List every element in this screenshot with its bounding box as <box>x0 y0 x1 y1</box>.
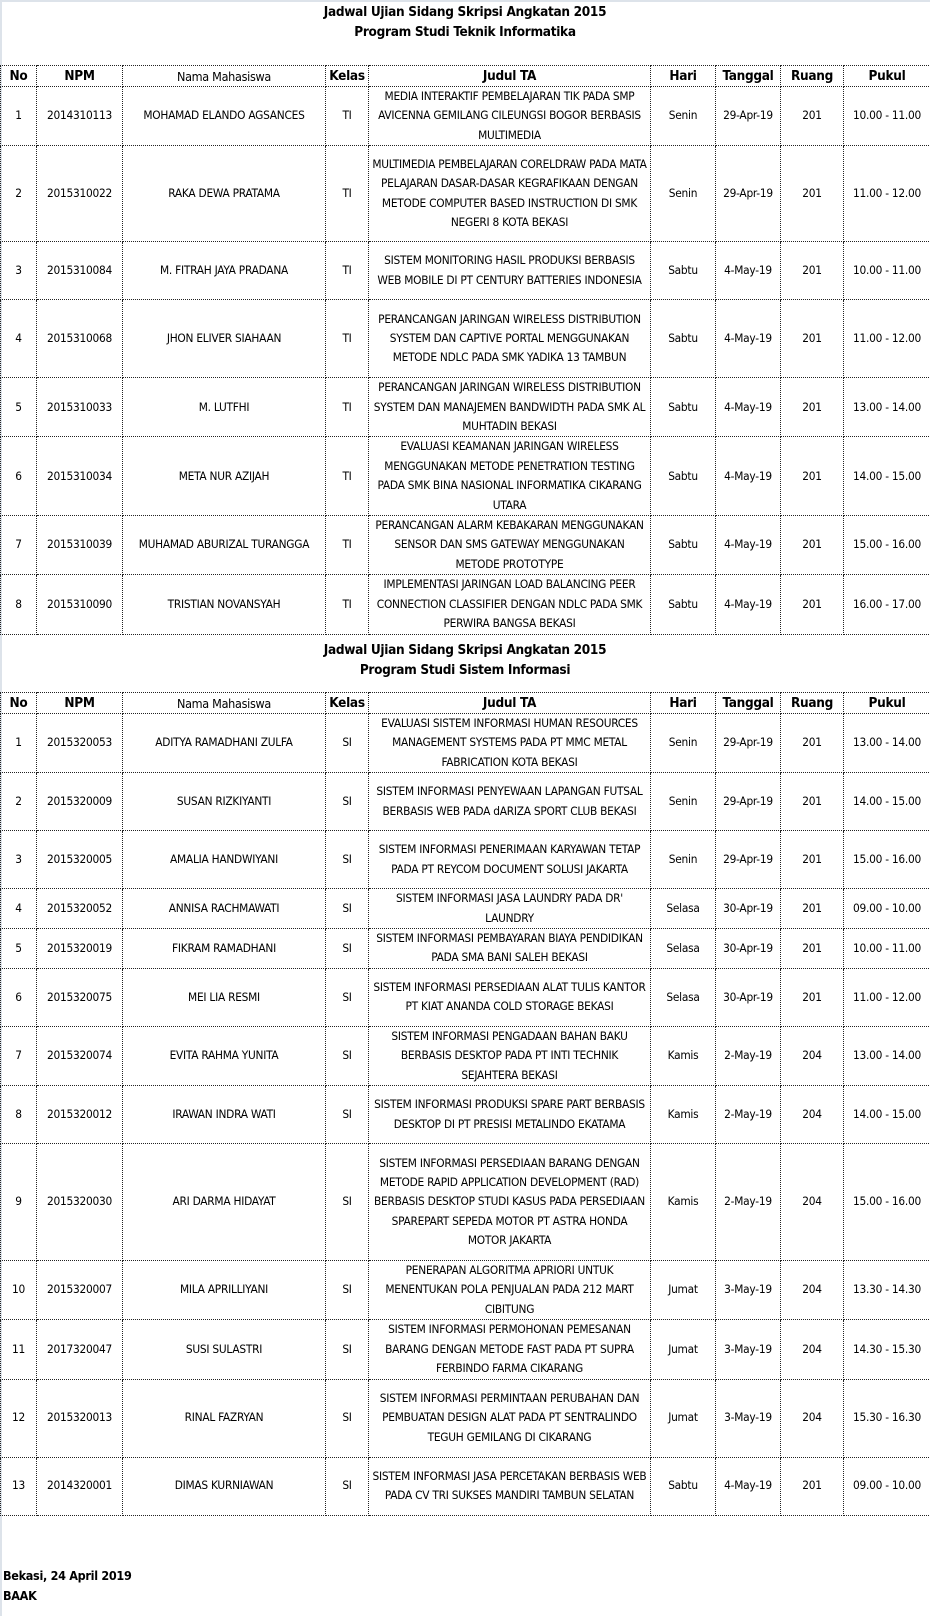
col-header-ruang: Ruang <box>781 693 844 714</box>
col-header-npm: NPM <box>37 66 123 87</box>
table-row <box>1 1457 930 1515</box>
row-kelas: SI <box>326 968 369 1026</box>
row-hari: Sabtu <box>651 516 716 575</box>
row-kelas: SI <box>326 831 369 889</box>
row-npm: 2015320019 <box>37 929 123 969</box>
row-ruang: 201 <box>781 1457 844 1515</box>
row-judul: EVALUASI KEAMANAN JARINGAN WIRELESS MENGGUNAKAN METODE PENETRATION TESTING PADA SMK BINA NASIONAL INFORMATIKA CIKARANG UTARA <box>369 437 651 516</box>
row-nama: TRISTIAN NOVANSYAH <box>123 575 326 634</box>
row-ruang: 204 <box>781 1261 844 1320</box>
row-npm: 2015320009 <box>37 773 123 831</box>
row-judul: MULTIMEDIA PEMBELAJARAN CORELDRAW PADA MATA PELAJARAN DASAR-DASAR KEGRAFIKAAN DENGAN METODE COMPUTER BASED INSTRUCTION DI SMK NEGERI 8 KOTA BEKASI <box>369 146 651 242</box>
table-row <box>1 1320 930 1379</box>
row-tanggal: 4-May-19 <box>716 242 781 300</box>
row-no: 2 <box>1 146 37 242</box>
row-kelas: SI <box>326 1086 369 1144</box>
row-tanggal: 30-Apr-19 <box>716 968 781 1026</box>
row-pukul: 13.00 - 14.00 <box>844 378 930 437</box>
row-ruang: 201 <box>781 437 844 516</box>
row-no: 9 <box>1 1144 37 1261</box>
row-pukul: 09.00 - 10.00 <box>844 1457 930 1515</box>
table-row <box>1 1144 930 1261</box>
col-header-nama: Nama Mahasiswa <box>123 693 326 714</box>
row-ruang: 201 <box>781 300 844 378</box>
row-ruang: 204 <box>781 1026 844 1085</box>
footer-office: BAAK <box>3 1588 37 1603</box>
row-tanggal: 4-May-19 <box>716 516 781 575</box>
row-pukul: 13.00 - 14.00 <box>844 1026 930 1085</box>
row-npm: 2015310084 <box>37 242 123 300</box>
row-tanggal: 2-May-19 <box>716 1086 781 1144</box>
row-pukul: 11.00 - 12.00 <box>844 968 930 1026</box>
row-tanggal: 30-Apr-19 <box>716 889 781 929</box>
row-hari: Jumat <box>651 1261 716 1320</box>
row-ruang: 201 <box>781 968 844 1026</box>
row-judul: SISTEM INFORMASI PERMOHONAN PEMESANAN BARANG DENGAN METODE FAST PADA PT SUPRA FERBINDO FARMA CIKARANG <box>369 1320 651 1379</box>
row-npm: 2015310068 <box>37 300 123 378</box>
row-pukul: 10.00 - 11.00 <box>844 87 930 146</box>
row-judul: SISTEM INFORMASI PENGADAAN BAHAN BAKU BERBASIS DESKTOP PADA PT INTI TECHNIK SEJAHTERA BEKASI <box>369 1026 651 1085</box>
row-hari: Jumat <box>651 1320 716 1379</box>
row-no: 8 <box>1 575 37 634</box>
row-kelas: TI <box>326 437 369 516</box>
row-pukul: 13.00 - 14.00 <box>844 714 930 773</box>
row-judul: PERANCANGAN JARINGAN WIRELESS DISTRIBUTION SYSTEM DAN MANAJEMEN BANDWIDTH PADA SMK AL MUHTADIN BEKASI <box>369 378 651 437</box>
table-row <box>1 300 930 378</box>
row-tanggal: 4-May-19 <box>716 1457 781 1515</box>
row-no: 13 <box>1 1457 37 1515</box>
footer-place-date: Bekasi, 24 April 2019 <box>3 1568 132 1583</box>
row-hari: Selasa <box>651 889 716 929</box>
row-nama: IRAWAN INDRA WATI <box>123 1086 326 1144</box>
row-nama: DIMAS KURNIAWAN <box>123 1457 326 1515</box>
row-nama: MUHAMAD ABURIZAL TURANGGA <box>123 516 326 575</box>
row-nama: MILA APRILLIYANI <box>123 1261 326 1320</box>
row-hari: Kamis <box>651 1144 716 1261</box>
row-kelas: SI <box>326 929 369 969</box>
row-tanggal: 2-May-19 <box>716 1026 781 1085</box>
row-hari: Sabtu <box>651 575 716 634</box>
row-nama: ARI DARMA HIDAYAT <box>123 1144 326 1261</box>
row-judul: PENERAPAN ALGORITMA APRIORI UNTUK MENENTUKAN POLA PENJUALAN PADA 212 MART CIBITUNG <box>369 1261 651 1320</box>
row-hari: Sabtu <box>651 300 716 378</box>
col-header-ruang: Ruang <box>781 66 844 87</box>
col-header-no: No <box>1 66 37 87</box>
row-no: 8 <box>1 1086 37 1144</box>
row-hari: Sabtu <box>651 378 716 437</box>
section-title-ti <box>0 2 930 42</box>
row-tanggal: 29-Apr-19 <box>716 87 781 146</box>
row-tanggal: 3-May-19 <box>716 1379 781 1457</box>
col-header-kelas: Kelas <box>326 66 369 87</box>
row-tanggal: 4-May-19 <box>716 437 781 516</box>
row-nama: EVITA RAHMA YUNITA <box>123 1026 326 1085</box>
row-kelas: SI <box>326 773 369 831</box>
row-kelas: TI <box>326 378 369 437</box>
table-header-row <box>1 66 930 87</box>
row-npm: 2015310033 <box>37 378 123 437</box>
row-tanggal: 29-Apr-19 <box>716 714 781 773</box>
row-hari: Jumat <box>651 1379 716 1457</box>
col-header-npm: NPM <box>37 693 123 714</box>
table-row <box>1 929 930 969</box>
row-npm: 2015320007 <box>37 1261 123 1320</box>
row-ruang: 201 <box>781 575 844 634</box>
row-judul: SISTEM INFORMASI PERMINTAAN PERUBAHAN DAN PEMBUATAN DESIGN ALAT PADA PT SENTRALINDO TEGUH GEMILANG DI CIKARANG <box>369 1379 651 1457</box>
table-row <box>1 1261 930 1320</box>
row-kelas: TI <box>326 516 369 575</box>
row-tanggal: 29-Apr-19 <box>716 831 781 889</box>
row-ruang: 201 <box>781 929 844 969</box>
row-ruang: 201 <box>781 889 844 929</box>
row-pukul: 16.00 - 17.00 <box>844 575 930 634</box>
row-hari: Kamis <box>651 1086 716 1144</box>
row-no: 3 <box>1 242 37 300</box>
col-header-tanggal: Tanggal <box>716 693 781 714</box>
row-nama: SUSI SULASTRI <box>123 1320 326 1379</box>
row-kelas: TI <box>326 575 369 634</box>
row-nama: RAKA DEWA PRATAMA <box>123 146 326 242</box>
row-tanggal: 30-Apr-19 <box>716 929 781 969</box>
row-judul: SISTEM INFORMASI JASA PERCETAKAN BERBASIS WEB PADA CV TRI SUKSES MANDIRI TAMBUN SELATAN <box>369 1457 651 1515</box>
row-pukul: 11.00 - 12.00 <box>844 146 930 242</box>
row-hari: Selasa <box>651 968 716 1026</box>
row-no: 7 <box>1 1026 37 1085</box>
row-judul: IMPLEMENTASI JARINGAN LOAD BALANCING PEER CONNECTION CLASSIFIER DENGAN NDLC PADA SMK PERWIRA BANGSA BEKASI <box>369 575 651 634</box>
program-subtitle: Program Studi Teknik Informatika <box>354 24 576 40</box>
schedule-table-si <box>0 692 930 1516</box>
row-judul: PERANCANGAN JARINGAN WIRELESS DISTRIBUTION SYSTEM DAN CAPTIVE PORTAL MENGGUNAKAN METODE NDLC PADA SMK YADIKA 13 TAMBUN <box>369 300 651 378</box>
row-hari: Sabtu <box>651 1457 716 1515</box>
table-row <box>1 1026 930 1085</box>
row-no: 11 <box>1 1320 37 1379</box>
row-nama: RINAL FAZRYAN <box>123 1379 326 1457</box>
row-tanggal: 4-May-19 <box>716 575 781 634</box>
row-ruang: 204 <box>781 1320 844 1379</box>
row-judul: PERANCANGAN ALARM KEBAKARAN MENGGUNAKAN SENSOR DAN SMS GATEWAY MENGGUNAKAN METODE PROTOTYPE <box>369 516 651 575</box>
row-no: 4 <box>1 300 37 378</box>
row-judul: EVALUASI SISTEM INFORMASI HUMAN RESOURCES MANAGEMENT SYSTEMS PADA PT MMC METAL FABRICATION KOTA BEKASI <box>369 714 651 773</box>
col-header-hari: Hari <box>651 66 716 87</box>
row-pukul: 10.00 - 11.00 <box>844 929 930 969</box>
row-no: 12 <box>1 1379 37 1457</box>
row-hari: Kamis <box>651 1026 716 1085</box>
col-header-pukul: Pukul <box>844 66 930 87</box>
row-pukul: 15.00 - 16.00 <box>844 516 930 575</box>
row-pukul: 09.00 - 10.00 <box>844 889 930 929</box>
row-npm: 2015310090 <box>37 575 123 634</box>
row-kelas: TI <box>326 300 369 378</box>
table-row <box>1 575 930 634</box>
row-hari: Senin <box>651 831 716 889</box>
row-npm: 2015310039 <box>37 516 123 575</box>
row-npm: 2015320075 <box>37 968 123 1026</box>
row-nama: M. LUTFHI <box>123 378 326 437</box>
table-row <box>1 968 930 1026</box>
row-npm: 2015320005 <box>37 831 123 889</box>
table-row <box>1 773 930 831</box>
table-body-ti <box>1 87 930 635</box>
row-hari: Senin <box>651 87 716 146</box>
row-npm: 2015320053 <box>37 714 123 773</box>
schedule-title: Jadwal Ujian Sidang Skripsi Angkatan 2015 <box>323 642 607 658</box>
row-no: 5 <box>1 929 37 969</box>
row-ruang: 201 <box>781 242 844 300</box>
row-judul: MEDIA INTERAKTIF PEMBELAJARAN TIK PADA SMP AVICENNA GEMILANG CILEUNGSI BOGOR BERBASIS MULTIMEDIA <box>369 87 651 146</box>
table-row <box>1 146 930 242</box>
row-judul: SISTEM INFORMASI PERSEDIAAN BARANG DENGAN METODE RAPID APPLICATION DEVELOPMENT (RAD) BERBASIS DESKTOP STUDI KASUS PADA PERSEDIAAN SPAREPART SEPEDA MOTOR PT ASTRA HONDA MOTOR JAKARTA <box>369 1144 651 1261</box>
table-row <box>1 242 930 300</box>
row-nama: ADITYA RAMADHANI ZULFA <box>123 714 326 773</box>
section-title-si <box>0 640 930 680</box>
row-npm: 2014320001 <box>37 1457 123 1515</box>
row-no: 1 <box>1 714 37 773</box>
row-ruang: 201 <box>781 378 844 437</box>
row-kelas: SI <box>326 714 369 773</box>
row-tanggal: 29-Apr-19 <box>716 146 781 242</box>
row-kelas: SI <box>326 1026 369 1085</box>
table-row <box>1 437 930 516</box>
row-ruang: 204 <box>781 1144 844 1261</box>
row-no: 7 <box>1 516 37 575</box>
row-judul: SISTEM INFORMASI JASA LAUNDRY PADA DR' LAUNDRY <box>369 889 651 929</box>
table-row <box>1 714 930 773</box>
table-body-si <box>1 714 930 1516</box>
row-judul: SISTEM INFORMASI PENERIMAAN KARYAWAN TETAP PADA PT REYCOM DOCUMENT SOLUSI JAKARTA <box>369 831 651 889</box>
row-pukul: 13.30 - 14.30 <box>844 1261 930 1320</box>
row-npm: 2015310034 <box>37 437 123 516</box>
row-nama: M. FITRAH JAYA PRADANA <box>123 242 326 300</box>
row-hari: Senin <box>651 773 716 831</box>
row-ruang: 204 <box>781 1086 844 1144</box>
row-kelas: SI <box>326 1457 369 1515</box>
row-ruang: 201 <box>781 516 844 575</box>
row-npm: 2015320012 <box>37 1086 123 1144</box>
row-nama: META NUR AZIJAH <box>123 437 326 516</box>
row-nama: MEI LIA RESMI <box>123 968 326 1026</box>
col-header-hari: Hari <box>651 693 716 714</box>
row-ruang: 201 <box>781 714 844 773</box>
row-judul: SISTEM INFORMASI PENYEWAAN LAPANGAN FUTSAL BERBASIS WEB PADA dARIZA SPORT CLUB BEKASI <box>369 773 651 831</box>
row-tanggal: 4-May-19 <box>716 300 781 378</box>
table-row <box>1 516 930 575</box>
row-npm: 2015320052 <box>37 889 123 929</box>
row-no: 2 <box>1 773 37 831</box>
row-ruang: 201 <box>781 773 844 831</box>
table-row <box>1 1086 930 1144</box>
row-tanggal: 29-Apr-19 <box>716 773 781 831</box>
row-no: 10 <box>1 1261 37 1320</box>
row-nama: JHON ELIVER SIAHAAN <box>123 300 326 378</box>
col-header-tanggal: Tanggal <box>716 66 781 87</box>
row-kelas: SI <box>326 889 369 929</box>
col-header-nama: Nama Mahasiswa <box>123 66 326 87</box>
row-npm: 2015320013 <box>37 1379 123 1457</box>
row-judul: SISTEM INFORMASI PRODUKSI SPARE PART BERBASIS DESKTOP DI PT PRESISI METALINDO EKATAMA <box>369 1086 651 1144</box>
row-judul: SISTEM INFORMASI PEMBAYARAN BIAYA PENDIDIKAN PADA SMA BANI SALEH BEKASI <box>369 929 651 969</box>
row-no: 3 <box>1 831 37 889</box>
col-header-judul: Judul TA <box>369 66 651 87</box>
program-subtitle: Program Studi Sistem Informasi <box>359 662 571 678</box>
row-kelas: SI <box>326 1379 369 1457</box>
row-ruang: 201 <box>781 87 844 146</box>
row-ruang: 201 <box>781 146 844 242</box>
row-nama: SUSAN RIZKIYANTI <box>123 773 326 831</box>
row-nama: MOHAMAD ELANDO AGSANCES <box>123 87 326 146</box>
row-hari: Senin <box>651 146 716 242</box>
row-pukul: 15.00 - 16.00 <box>844 1144 930 1261</box>
row-nama: FIKRAM RAMADHANI <box>123 929 326 969</box>
row-pukul: 14.00 - 15.00 <box>844 437 930 516</box>
row-npm: 2015320074 <box>37 1026 123 1085</box>
row-no: 6 <box>1 968 37 1026</box>
row-kelas: SI <box>326 1261 369 1320</box>
table-header-row <box>1 693 930 714</box>
row-ruang: 201 <box>781 831 844 889</box>
row-kelas: TI <box>326 146 369 242</box>
row-judul: SISTEM INFORMASI PERSEDIAAN ALAT TULIS KANTOR PT KIAT ANANDA COLD STORAGE BEKASI <box>369 968 651 1026</box>
table-row <box>1 378 930 437</box>
row-npm: 2017320047 <box>37 1320 123 1379</box>
table-row <box>1 1379 930 1457</box>
row-nama: AMALIA HANDWIYANI <box>123 831 326 889</box>
row-kelas: SI <box>326 1320 369 1379</box>
row-kelas: TI <box>326 242 369 300</box>
row-npm: 2014310113 <box>37 87 123 146</box>
row-ruang: 204 <box>781 1379 844 1457</box>
row-kelas: TI <box>326 87 369 146</box>
row-pukul: 15.30 - 16.30 <box>844 1379 930 1457</box>
schedule-title: Jadwal Ujian Sidang Skripsi Angkatan 2015 <box>323 4 607 20</box>
row-tanggal: 2-May-19 <box>716 1144 781 1261</box>
col-header-no: No <box>1 693 37 714</box>
row-pukul: 15.00 - 16.00 <box>844 831 930 889</box>
row-hari: Senin <box>651 714 716 773</box>
table-row <box>1 87 930 146</box>
row-no: 4 <box>1 889 37 929</box>
table-row <box>1 889 930 929</box>
row-tanggal: 4-May-19 <box>716 378 781 437</box>
row-judul: SISTEM MONITORING HASIL PRODUKSI BERBASIS WEB MOBILE DI PT CENTURY BATTERIES INDONESIA <box>369 242 651 300</box>
schedule-table-ti <box>0 65 930 635</box>
row-pukul: 10.00 - 11.00 <box>844 242 930 300</box>
col-header-pukul: Pukul <box>844 693 930 714</box>
row-nama: ANNISA RACHMAWATI <box>123 889 326 929</box>
col-header-kelas: Kelas <box>326 693 369 714</box>
row-npm: 2015320030 <box>37 1144 123 1261</box>
row-kelas: SI <box>326 1144 369 1261</box>
row-pukul: 11.00 - 12.00 <box>844 300 930 378</box>
row-hari: Sabtu <box>651 242 716 300</box>
row-no: 5 <box>1 378 37 437</box>
row-no: 6 <box>1 437 37 516</box>
row-pukul: 14.00 - 15.00 <box>844 773 930 831</box>
row-hari: Sabtu <box>651 437 716 516</box>
table-row <box>1 831 930 889</box>
row-pukul: 14.30 - 15.30 <box>844 1320 930 1379</box>
col-header-judul: Judul TA <box>369 693 651 714</box>
row-no: 1 <box>1 87 37 146</box>
row-hari: Selasa <box>651 929 716 969</box>
row-npm: 2015310022 <box>37 146 123 242</box>
row-tanggal: 3-May-19 <box>716 1320 781 1379</box>
row-pukul: 14.00 - 15.00 <box>844 1086 930 1144</box>
row-tanggal: 3-May-19 <box>716 1261 781 1320</box>
